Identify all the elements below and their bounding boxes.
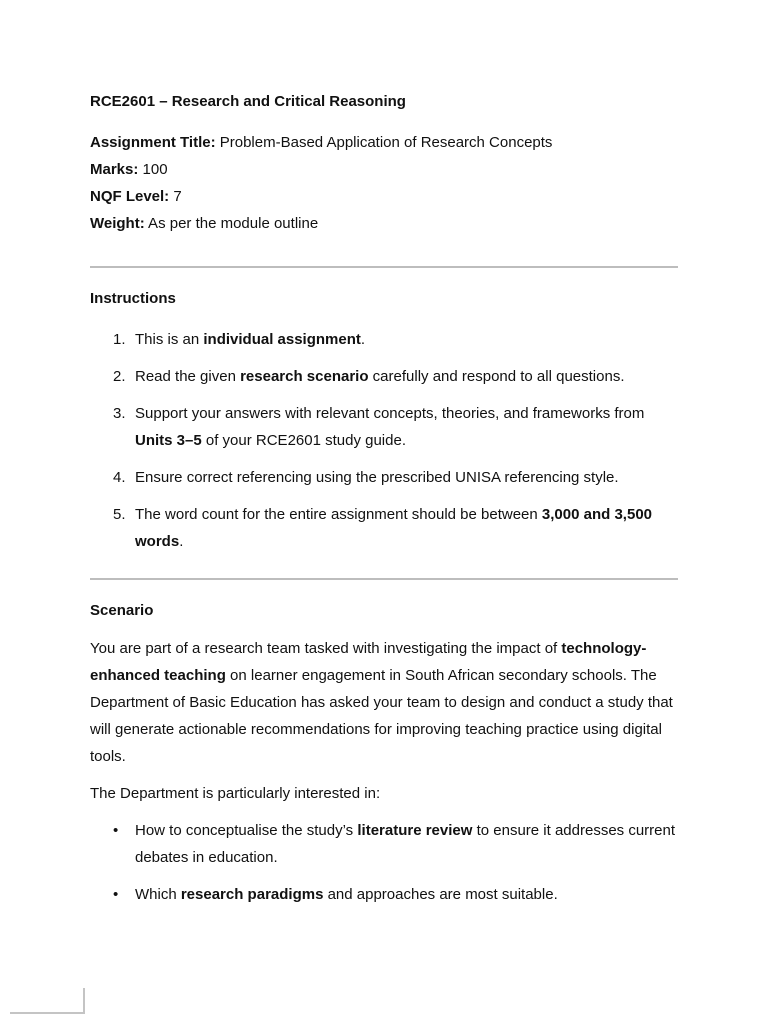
assignment-meta: [90, 129, 678, 237]
instruction-item: 3. Support your answers with relevant concepts, theories, and frameworks from Units 3–5 of your RCE2601 study guide.: [90, 400, 678, 454]
weight-label: Weight:: [90, 215, 145, 232]
marks-value: 100: [138, 161, 168, 178]
section-divider: [90, 578, 678, 580]
instruction-number: 4.: [113, 469, 126, 486]
assignment-title-label: Assignment Title:: [90, 134, 216, 151]
weight-row: [90, 210, 678, 237]
nqf-level-label: NQF Level:: [90, 188, 170, 205]
instruction-item: 1. This is an individual assignment.: [90, 326, 678, 353]
instructions-list: [90, 326, 678, 555]
weight-value: As per the module outline: [144, 215, 319, 232]
instruction-number: 5.: [113, 506, 126, 523]
instruction-number: 2.: [113, 368, 126, 385]
interests-list: [90, 817, 678, 908]
instructions-heading: Instructions: [90, 290, 176, 307]
interests-intro: The Department is particularly interested in:: [90, 785, 381, 802]
marks-label: Marks:: [90, 161, 139, 178]
section-divider: [90, 266, 678, 268]
scenario-heading: Scenario: [90, 602, 154, 619]
bullet-icon: •: [113, 886, 119, 903]
assignment-title-value: Problem-Based Application of Research Concepts: [215, 134, 553, 151]
interest-item: • Which research paradigms and approaches are most suitable.: [90, 881, 678, 908]
document-page: [90, 92, 678, 918]
instruction-item: 4. Ensure correct referencing using the prescribed UNISA referencing style.: [90, 464, 678, 491]
instruction-number: 1.: [113, 331, 126, 348]
marks-row: [90, 156, 678, 183]
assignment-title-row: [90, 129, 678, 156]
instruction-item: 2. Read the given research scenario carefully and respond to all questions.: [90, 363, 678, 390]
course-title: RCE2601 – Research and Critical Reasoning: [90, 93, 406, 110]
interest-item: • How to conceptualise the study’s literature review to ensure it addresses current debates in education.: [90, 817, 678, 871]
scenario-paragraph: You are part of a research team tasked with investigating the impact of technology-enhanced teaching on learner engagement in South African secondary schools. The Department of Basic Education has asked your team to design and conduct a study that will generate actionable recommendations for improving teaching practice using digital tools.: [90, 640, 673, 765]
nqf-level-row: [90, 183, 678, 210]
bullet-icon: •: [113, 822, 119, 839]
instruction-number: 3.: [113, 405, 126, 422]
nqf-level-value: 7: [169, 188, 182, 205]
instruction-item: 5. The word count for the entire assignment should be between 3,000 and 3,500 words.: [90, 501, 678, 555]
page-corner-mark: [10, 988, 85, 1014]
